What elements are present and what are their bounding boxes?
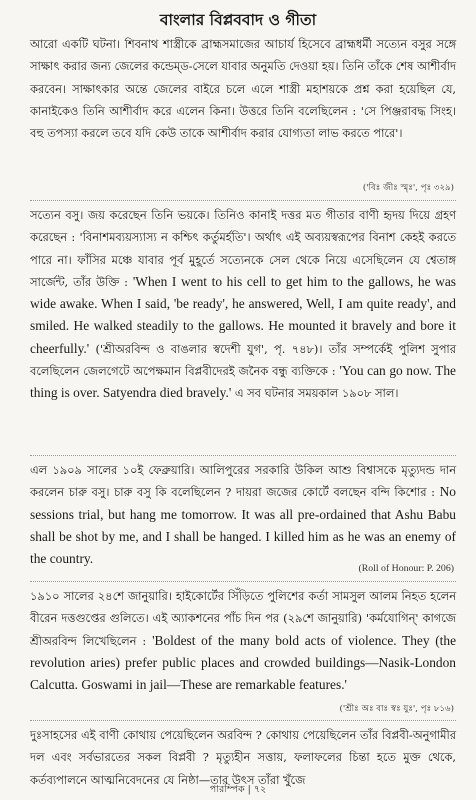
paragraph-satyen-bn-2: ('শ্রীঅরবিন্দ ও বাঙলার স্বদেশী যুগ', পৃ. ৭৪৮)। তাঁর সম্পর্কেই পুলিশ সুপার বলেছিলেন জেলগেটে অপেক্ষমান বিপ্লবীদেরই জনৈক বন্ধু ব্যক্তিকে : [30, 341, 456, 379]
citation-2: (Roll of Honour: P. 206) [358, 563, 454, 574]
paragraph-satyen [30, 204, 456, 405]
paragraph-aurobindo [30, 585, 456, 696]
citation-3: ('শ্রীঃ অঃ বাঃ স্বঃ যুঃ', পৃঃ ৮১৬) [339, 704, 454, 714]
paragraph-closing: দুঃসাহসের এই বাণী কোথায় পেয়েছিলেন অরবিন্দ ? কোথায় পেয়েছিলেন তাঁর বিপ্লবী-অনুগামীর দল এবং সর্বভারতের সকল বিপ্লবী ? মৃত্যুহীন সত্তায়, ফলাফলের চিন্তা হতে মুক্ত থেকে, কর্তব্যপালনে আত্মনিবেদনের যে নিষ্ঠা—তার উৎস তাঁরা খুঁজে [30, 728, 456, 787]
police-quote: 'You can go now. The thing is over. Satyendra died bravely.' [30, 363, 456, 401]
page-footer: পারম্পিক | ৭২ [209, 784, 267, 795]
paragraph-charu [30, 459, 456, 570]
divider-1 [30, 200, 456, 201]
paragraph-aurobindo-bn: ১৯১০ সালের ২৪শে জানুয়ারি। হাইকোর্টের সিঁড়িতে পুলিশের কর্তা সামসুল আলম নিহত হলেন বীরেন দত্তগুপ্তের গুলিতে। এই অ্যাকশনের পাঁচ দিন পর (২৯শে জানুয়ারি) 'কর্মযোগিন্' কাগজে শ্রীঅরবিন্দ লিখেছিলেন : [30, 589, 456, 648]
paragraph-charu-bn: এল ১৯০৯ সালের ১০ই ফেব্রুয়ারি। আলিপুরের সরকারি উকিল আশু বিশ্বাসকে মৃত্যুদন্ড দান করলেন চারু বসু। চারু বসু কি বলেছিলেন ? দায়রা জজের কোর্টে বলছেন বন্দি কিশোর : [30, 463, 456, 500]
sergeant-quote: 'When I went to his cell to get him to the gallows, he was wide awake. When I said, 'be ready', he answered, Well, I am quite ready', and smiled. He walked steadily to the gallows. He mounted it bravely and bore it cheerfully.' [30, 273, 456, 356]
divider-3 [30, 581, 456, 582]
paragraph-satyen-bn-1: সত্যেন বসু। জয় করেছেন তিনি ভয়কে। তিনিও কানাই দত্তর মত গীতার বাণী হৃদয় দিয়ে গ্রহণ করেছেন : 'বিনাশমব্যয়স্যাস্য ন কশ্চিৎ কর্তুমর্হতি'। অর্থাৎ এই অব্যয়স্বরূপের বিনাশ কেহই করতে পারে না। ফাঁসির মঞ্চে যাবার পূর্ব মুহূর্তে সত্যেনকে সেল থেকে নিয়ে এসেছিলেন যে শ্বেতাঙ্গ সার্জেন্ট, তাঁর উক্তি : [30, 208, 456, 289]
citation-1: ('বিঃ জীঃ স্মৃঃ', পৃঃ ৩২৯) [362, 183, 454, 193]
paragraph-shastri: আরো একটি ঘটনা। শিবনাথ শাস্ত্রীকে ব্রাহ্মসমাজের আচার্য হিসেবে ব্রাহ্মধর্মী সত্যেন বসুর সঙ্গে সাক্ষাৎ করার জন্য জেলের কন্ডেম্ড-সেলে যাবার অনুমতি দেওয়া হয়। তিনি তাঁকে শেষ আশীর্বাদ করবেন। সাক্ষাৎকার অন্তে জেলের বাইরে চলে এলে শাস্ত্রী মহাশয়কে প্রশ্ন করা হয়েছিল যে, কানাইকেও তিনি আশীর্বাদ করে এলেন কিনা। উত্তরে তিনি বলেছিলেন : 'সে পিঞ্জরাবদ্ধ সিংহ। বহু তপস্যা করলে তবে যদি কেউ তাকে আশীর্বাদ করার যোগ্যতা লাভ করতে পারে'। [30, 37, 456, 141]
charu-quote: No sessions trial, but hang me tomorrow. It was all pre-ordained that Ashu Babu shall be shot by me, and I shall be hanged. I killed him as he was an enemy of the country. [30, 484, 456, 567]
karmayogin-quote: 'Boldest of the many bold acts of violence. They (the revolution aries) prefer public places and crowded buildings—Nasik-London Calcutta. Goswami in jail—These are remarkable features.' [30, 632, 457, 693]
page-title: বাংলার বিপ্লববাদ ও গীতা [159, 10, 317, 29]
divider-2 [30, 455, 456, 456]
divider-4 [30, 720, 456, 721]
paragraph-satyen-bn-3: এ সব ঘটনার সময়কাল ১৯০৮ সাল। [234, 386, 399, 401]
